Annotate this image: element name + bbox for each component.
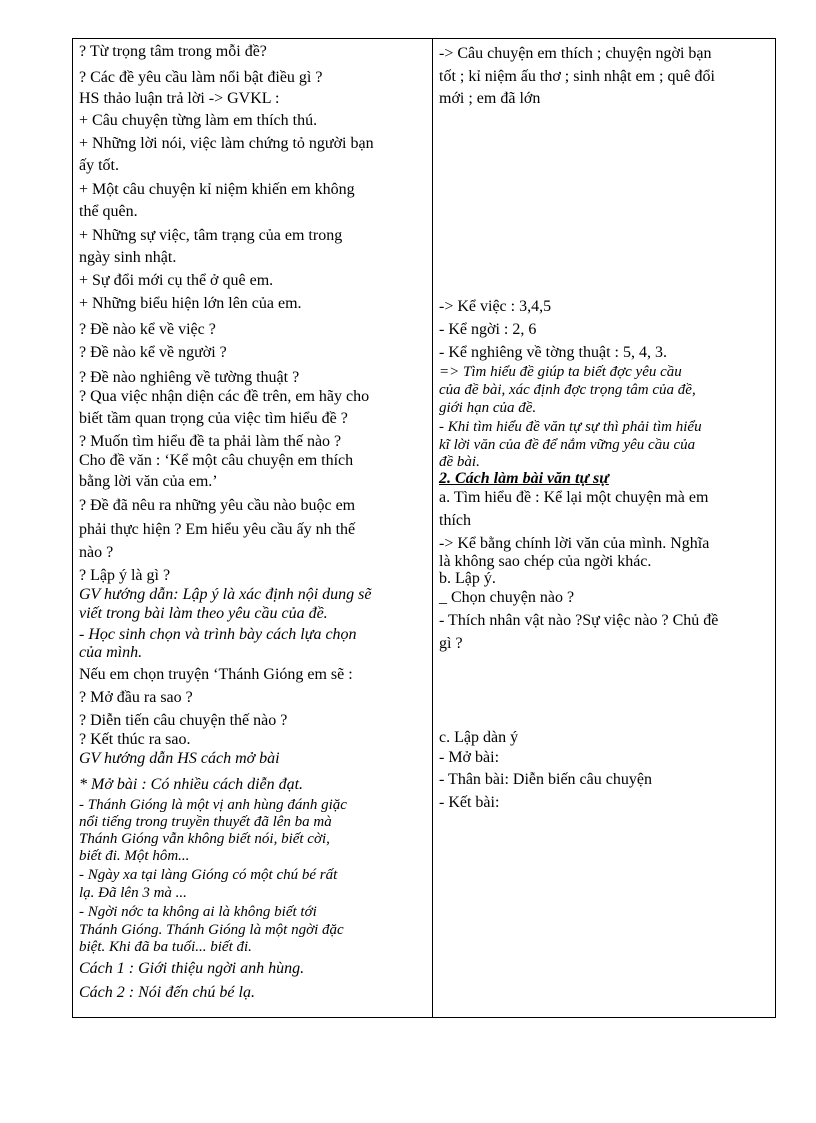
- left-column-line: GV hướng dẫn HS cách mở bài: [79, 750, 280, 767]
- right-column-line: a. Tìm hiểu đề : Kể lại một chuyện mà em: [439, 489, 709, 506]
- left-column-line: nổi tiếng trong truyền thuyết đã lên ba mà: [79, 814, 332, 830]
- right-column-line: - Kể nghiêng về tờng thuật : 5, 4, 3.: [439, 344, 667, 361]
- right-column-line: => Tìm hiểu đề giúp ta biết đợc yêu cầu: [439, 364, 682, 380]
- right-column-line: giới hạn của đề.: [439, 400, 537, 416]
- left-column-line: Cách 1 : Giới thiệu ngời anh hùng.: [79, 960, 305, 977]
- left-column-line: + Những sự việc, tâm trạng của em trong: [79, 227, 343, 244]
- right-column-line: b. Lập ý.: [439, 570, 496, 587]
- left-column-line: ? Mở đầu ra sao ?: [79, 689, 193, 706]
- right-column-line: _ Chọn chuyện nào ?: [439, 589, 575, 606]
- right-column-line: 2. Cách làm bài văn tự sự: [439, 470, 609, 487]
- left-column-line: * Mở bài : Có nhiều cách diễn đạt.: [79, 776, 304, 793]
- right-column-line: mới ; em đã lớn: [439, 90, 541, 107]
- lesson-table: [72, 38, 776, 1018]
- left-column-line: - Thánh Gióng là một vị anh hùng đánh giặc: [79, 797, 347, 813]
- left-column-line: GV hướng dẫn: Lập ý là xác định nội dung sẽ: [79, 586, 372, 603]
- right-column-line: - Mở bài:: [439, 749, 500, 766]
- right-column-line: đề bài.: [439, 454, 480, 470]
- right-column-line: tốt ; kỉ niệm ấu thơ ; sinh nhật em ; quê đổi: [439, 68, 715, 85]
- left-column-line: + Những lời nói, việc làm chứng tỏ người bạn: [79, 135, 374, 152]
- right-column-line: - Thích nhân vật nào ?Sự việc nào ? Chủ đề: [439, 612, 719, 629]
- left-column-line: ? Các đề yêu cầu làm nổi bật điều gì ?: [79, 69, 323, 86]
- left-column-line: - Ngày xa tại làng Gióng có một chú bé rất: [79, 867, 338, 883]
- left-column-line: viết trong bài làm theo yêu cầu của đề.: [79, 605, 328, 622]
- column-divider: [432, 39, 433, 1017]
- right-column-line: của đề bài, xác định đợc trọng tâm của đề,: [439, 382, 696, 398]
- left-column-line: ? Muốn tìm hiểu đề ta phải làm thế nào ?: [79, 433, 342, 450]
- right-column-line: - Kể ngời : 2, 6: [439, 321, 537, 338]
- right-column-line: -> Kể bằng chính lời văn của mình. Nghĩa: [439, 535, 710, 552]
- left-column-line: biết tầm quan trọng của việc tìm hiểu đề ?: [79, 410, 348, 427]
- left-column-line: ? Đề nào nghiêng về tường thuật ?: [79, 369, 300, 386]
- left-column-line: nào ?: [79, 544, 114, 561]
- teacher-activity-column: [79, 39, 429, 1017]
- left-column-line: Cho đề văn : ‘Kể một câu chuyện em thích: [79, 452, 354, 469]
- left-column-line: ? Đề đã nêu ra những yêu cầu nào buộc em: [79, 497, 356, 514]
- left-column-line: ? Diễn tiến câu chuyện thế nào ?: [79, 712, 288, 729]
- right-column-line: -> Câu chuyện em thích ; chuyện ngời bạn: [439, 45, 712, 62]
- left-column-line: HS thảo luận trả lời -> GVKL :: [79, 90, 280, 107]
- left-column-line: - Ngời nớc ta không ai là không biết tới: [79, 904, 317, 920]
- left-column-line: bằng lời văn của em.’: [79, 473, 218, 490]
- left-column-line: ? Kết thúc ra sao.: [79, 731, 191, 748]
- right-column-line: là không sao chép của ngời khác.: [439, 553, 652, 570]
- left-column-line: ? Qua việc nhận diện các đề trên, em hãy cho: [79, 388, 370, 405]
- left-column-line: phải thực hiện ? Em hiểu yêu cầu ấy nh thế: [79, 521, 356, 538]
- content-column: [439, 39, 773, 1017]
- left-column-line: Nếu em chọn truyện ‘Thánh Gióng em sẽ :: [79, 666, 353, 683]
- left-column-line: ? Từ trọng tâm trong mỗi đề?: [79, 43, 267, 60]
- left-column-line: Thánh Gióng vẫn không biết nói, biết cời,: [79, 831, 330, 847]
- left-column-line: ấy tốt.: [79, 157, 119, 174]
- left-column-line: + Sự đổi mới cụ thể ở quê em.: [79, 272, 274, 289]
- left-column-line: ? Đề nào kể về việc ?: [79, 321, 216, 338]
- left-column-line: ? Đề nào kể về người ?: [79, 344, 227, 361]
- left-column-line: ? Lập ý là gì ?: [79, 567, 171, 584]
- left-column-line: của mình.: [79, 644, 143, 661]
- left-column-line: + Một câu chuyện kỉ niệm khiến em không: [79, 181, 355, 198]
- right-column-line: kĩ lời văn của đề để nắm vững yêu cầu của: [439, 437, 696, 453]
- left-column-line: lạ. Đã lên 3 mà ...: [79, 885, 187, 901]
- left-column-line: Thánh Gióng. Thánh Gióng là một ngời đặc: [79, 922, 344, 938]
- right-column-line: c. Lập dàn ý: [439, 729, 519, 746]
- left-column-line: + Những biểu hiện lớn lên của em.: [79, 295, 302, 312]
- right-column-line: -> Kể việc : 3,4,5: [439, 298, 552, 315]
- right-column-line: - Kết bài:: [439, 794, 500, 811]
- left-column-line: biết đi. Một hôm...: [79, 848, 190, 864]
- left-column-line: thể quên.: [79, 203, 138, 220]
- right-column-line: thích: [439, 512, 471, 529]
- left-column-line: Cách 2 : Nói đến chú bé lạ.: [79, 984, 255, 1001]
- left-column-line: biệt. Khi đã ba tuổi... biết đi.: [79, 939, 252, 955]
- left-column-line: ngày sinh nhật.: [79, 249, 177, 266]
- right-column-line: gì ?: [439, 635, 463, 652]
- left-column-line: + Câu chuyện từng làm em thích thú.: [79, 112, 318, 129]
- right-column-line: - Thân bài: Diễn biến câu chuyện: [439, 771, 652, 788]
- left-column-line: - Học sinh chọn và trình bày cách lựa chọn: [79, 626, 357, 643]
- right-column-line: - Khi tìm hiểu đề văn tự sự thì phải tìm hiểu: [439, 419, 702, 435]
